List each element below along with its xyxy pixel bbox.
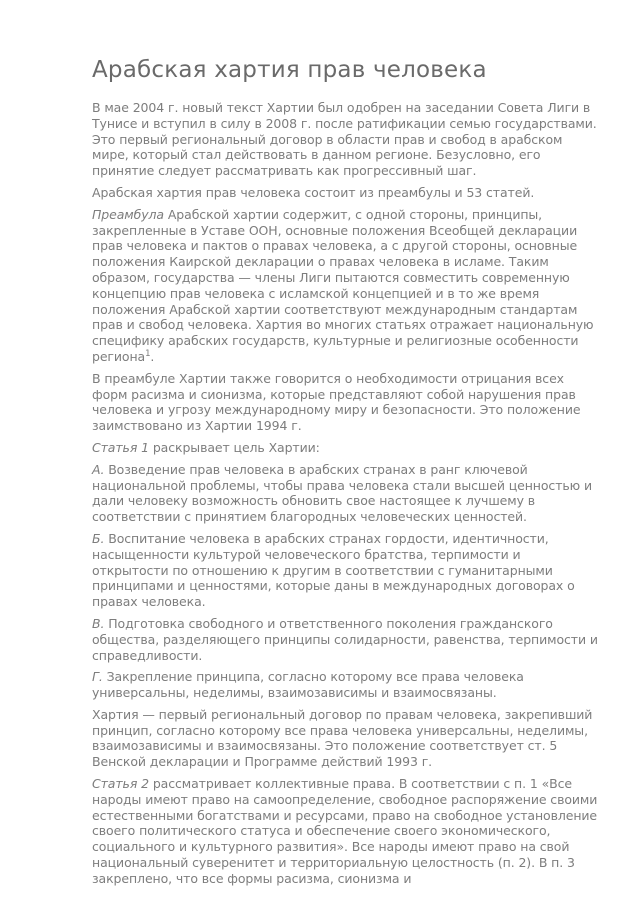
text-segment: В мае 2004 г. новый текст Хартии был одобрен на заседании Совета Лиги в Тунисе и вступил в силу в 2008 г. после ратификации семью государствами. Это первый региональный договор в области прав и свобод в арабском мире, который стал действовать в данном регионе. Безусловно, его принятие следует рассматривать как прогрессивный шаг. [92, 100, 597, 179]
text-segment: Закрепление принципа, согласно которому все права человека универсальны, неделимы, взаимозависимы и взаимосвязаны. [92, 669, 524, 701]
text-segment: Г. [92, 669, 103, 685]
text-segment: Арабская хартия прав человека состоит из преамбулы и 53 статей. [92, 184, 535, 200]
paragraph [92, 207, 598, 365]
paragraph [92, 462, 598, 525]
text-segment: . [150, 348, 155, 364]
text-segment: Возведение прав человека в арабских странах в ранг ключевой национальной проблемы, чтобы права человека стали высшей ценностью и дали человеку возможность обновить свое настоящее к лучшему в соответствии с принятием благородных человеческих ценностей. [92, 461, 592, 525]
text-segment: В. [92, 615, 105, 631]
text-segment: Подготовка свободного и ответственного поколения гражданского общества, разделяющего принципы солидарности, равенства, терпимости и справедливости. [92, 615, 598, 663]
page-title: Арабская хартия прав человека [92, 57, 487, 83]
paragraph [92, 371, 598, 434]
paragraph [92, 776, 598, 887]
text-segment: В преамбуле Хартии также говорится о необходимости отрицания всех форм расизма и сионизма, которые представляют собой нарушения прав человека и угрозу международному миру и безопасности. Это положение заимствовано из Хартии 1994 г. [92, 370, 581, 434]
text-segment: Статья 1 [92, 439, 149, 455]
text-segment: А. [92, 461, 105, 477]
text-segment: Преамбула [92, 206, 164, 222]
paragraph [92, 440, 598, 456]
text-segment: Воспитание человека в арабских странах гордости, идентичности, насыщенности культурой человеческого братства, терпимости и открытости по отношению к другим в соответствии с гуманитарными принципами и ценностями, которые даны в международных договорах о правах человека. [92, 530, 575, 610]
text-segment: Арабской хартии содержит, с одной стороны, принципы, закрепленные в Уставе ООН, основные положения Всеобщей декларации прав человека и пактов о правах человека, а с другой стороны, основные положения Каирской декларации о правах человека в исламе. Таким образом, государства — члены Лиги пытаются совместить современную концепцию прав человека с исламской концепцией и в то же время положения Арабской хартии соответствуют международным стандартам прав и свобод человека. Хартия во многих статьях отражает национальную специфику арабских государств, культурные и религиозные особенности региона [92, 206, 594, 364]
text-segment: Хартия — первый региональный договор по правам человека, закрепивший принцип, согласно которому все права человека универсальны, неделимы, взаимозависимы и взаимосвязаны. Это положение соответствует ст. 5 Венской декларации и Программе действий 1993 г. [92, 706, 593, 770]
paragraph [92, 185, 598, 201]
text-segment: рассматривает коллективные права. В соответствии с п. 1 «Все народы имеют право на самоопределение, свободное распоряжение своими естественными богатствами и ресурсами, право на свободное установление своего политического статуса и обеспечение своего экономического, социального и культурного развития». Все народы имеют право на свой национальный суверенитет и территориальную целостность (п. 2). В п. 3 закреплено, что все формы расизма, сионизма и [92, 776, 598, 886]
paragraph [92, 531, 598, 610]
article-body [92, 100, 598, 887]
footnote-marker: 1 [145, 348, 151, 359]
paragraph [92, 669, 598, 701]
text-segment: Б. [92, 530, 105, 546]
text-segment: Статья 2 [92, 776, 149, 792]
paragraph [92, 100, 598, 179]
text-segment: раскрывает цель Хартии: [148, 439, 320, 455]
paragraph [92, 707, 598, 770]
paragraph [92, 616, 598, 663]
